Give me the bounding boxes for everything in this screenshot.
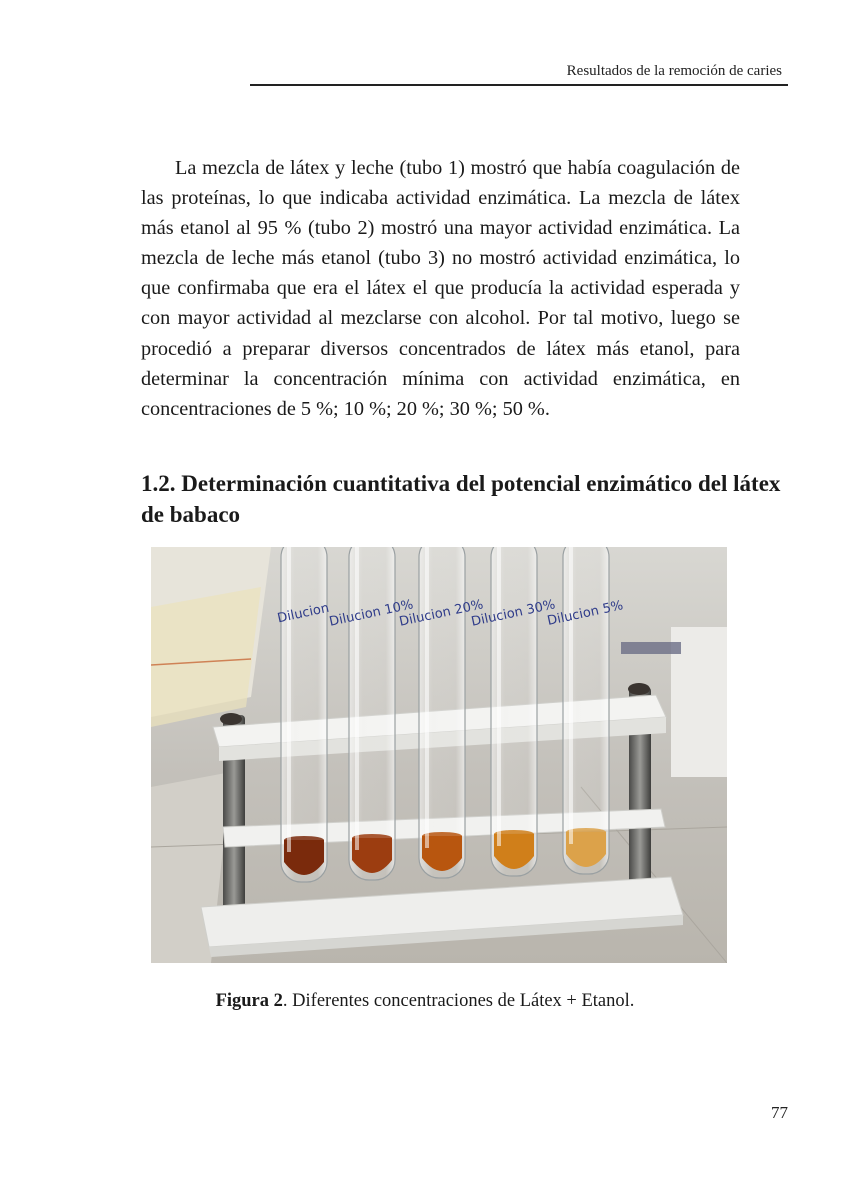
tube-label: Dilucion 30% xyxy=(469,597,557,630)
tube-label: Dilucion xyxy=(276,600,331,627)
header-rule xyxy=(250,84,788,86)
section-title: 1.2. Determinación cuantitativa del potencial enzimático del látex de babaco xyxy=(141,471,781,527)
tube-label: Dilucion 10% xyxy=(327,597,415,630)
body-paragraph: La mezcla de látex y leche (tubo 1) mostró que había coagulación de las proteínas, lo que indicaba actividad enzimática. La mezcla de látex más etanol al 95 % (tubo 2) mostró una mayor actividad enzimática. La mezcla de leche más etanol (tubo 3) no mostró actividad enzimática, lo que confirmaba que era el látex el que producía la actividad esperada y con mayor actividad al mezclarse con alcohol. Por tal motivo, luego se procedió a preparar diversos concentrados de látex más etanol, para determinar la concentración mínima con actividad enzimática, en concentraciones de 5 %; 10 %; 20 %; 30 %; 50 %. xyxy=(141,157,740,420)
page-number: 77 xyxy=(771,1103,788,1122)
test-tube xyxy=(276,547,330,882)
caption-text: . Diferentes concentraciones de Látex + Etanol. xyxy=(282,991,635,1011)
figure-photo xyxy=(151,547,727,963)
test-tube-rack-photo xyxy=(151,547,727,963)
caption-label: Figura 2 xyxy=(215,991,283,1011)
running-header: Resultados de la remoción de caries xyxy=(566,63,782,79)
tube-label: Dilucion 5% xyxy=(545,598,625,629)
figure-caption xyxy=(0,991,850,1012)
tube-label: Dilucion 20% xyxy=(397,597,485,630)
